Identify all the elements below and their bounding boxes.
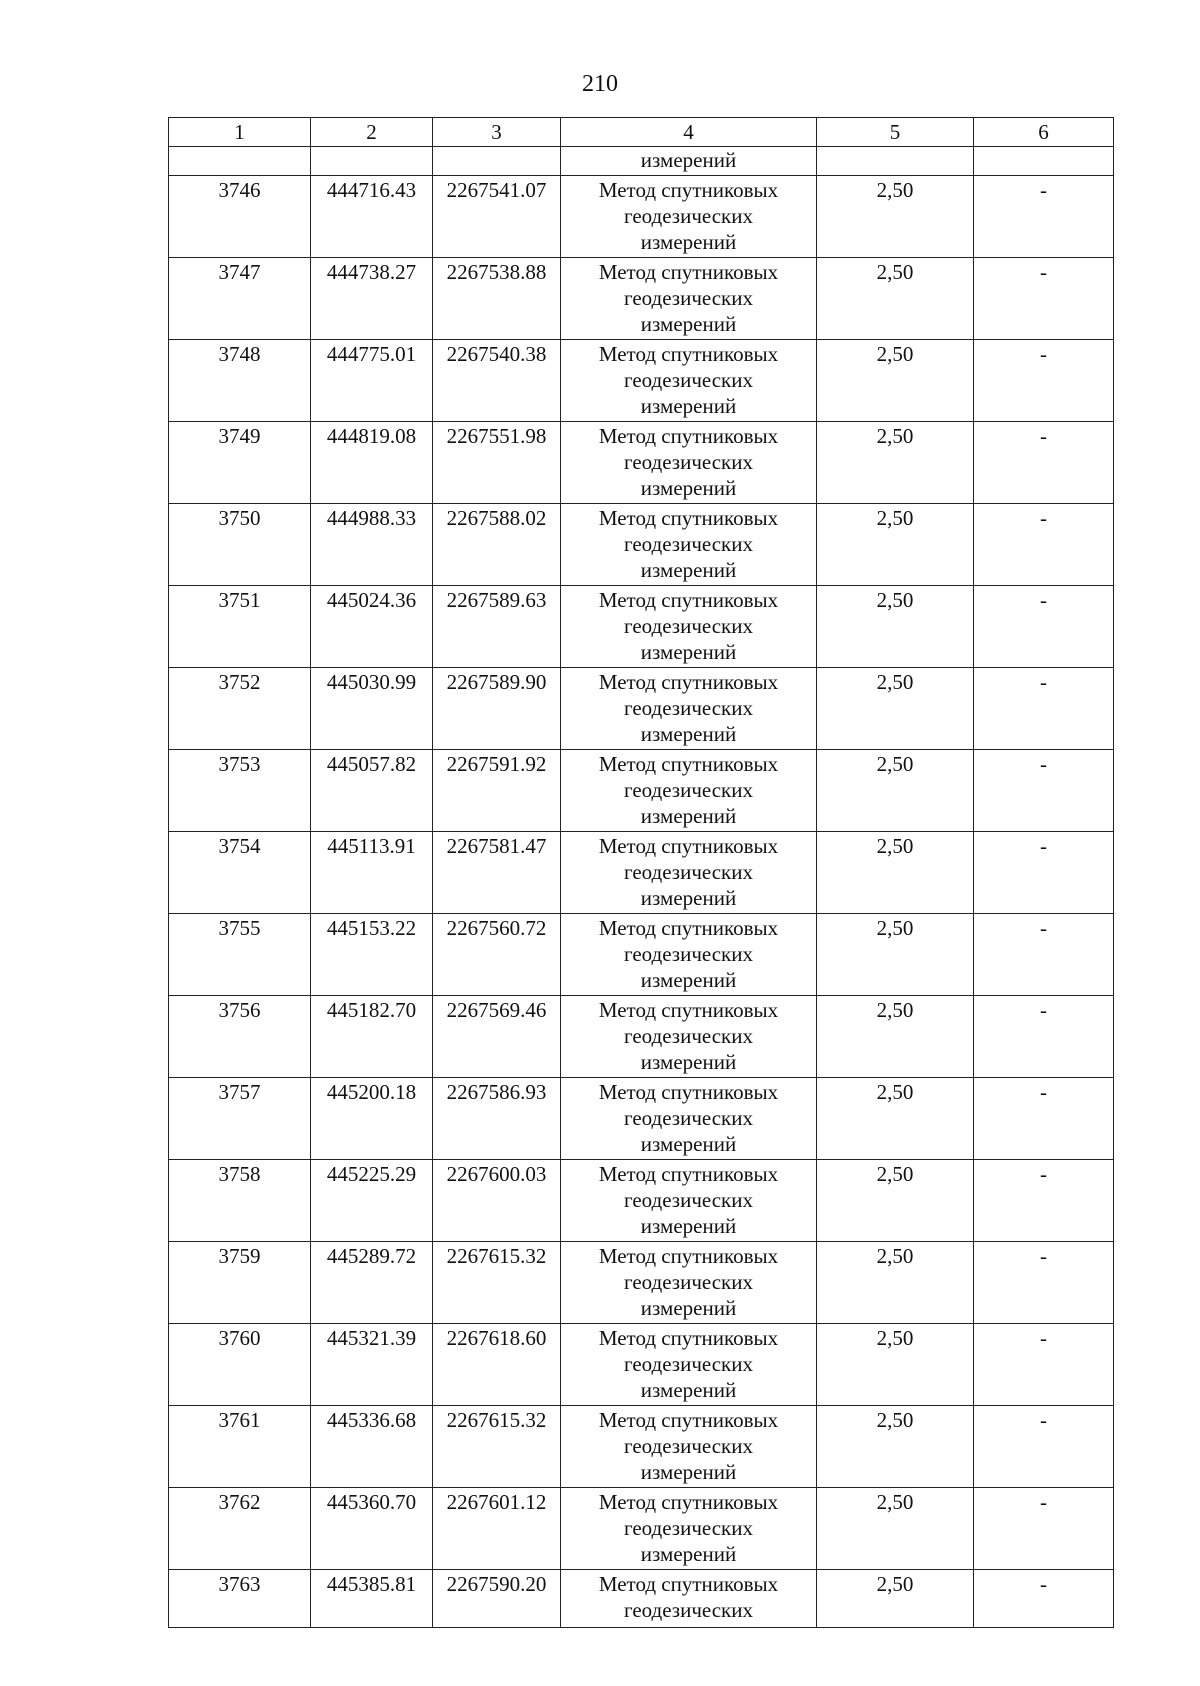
- table-row: [169, 258, 1114, 340]
- method-line: геодезических: [623, 942, 753, 966]
- method-line: измерений: [640, 558, 737, 582]
- cell-method: [561, 1078, 817, 1160]
- cell-y-coordinate: 2267586.93: [433, 1078, 561, 1160]
- method-line: измерений: [640, 1542, 737, 1566]
- cell-method: [561, 176, 817, 258]
- cell-y-coordinate: 2267540.38: [433, 340, 561, 422]
- cell-accuracy: [817, 147, 974, 176]
- cell-x-coordinate: 444738.27: [311, 258, 433, 340]
- cell-note: -: [974, 586, 1114, 668]
- cell-method: [561, 422, 817, 504]
- cell-y-coordinate: 2267560.72: [433, 914, 561, 996]
- cell-x-coordinate: 445057.82: [311, 750, 433, 832]
- cell-y-coordinate: 2267541.07: [433, 176, 561, 258]
- cell-method: [561, 258, 817, 340]
- method-line: Метод спутниковых: [598, 178, 779, 202]
- cell-x-coordinate: 445385.81: [311, 1570, 433, 1628]
- cell-x-coordinate: 445030.99: [311, 668, 433, 750]
- table-row: [169, 422, 1114, 504]
- table-row: [169, 750, 1114, 832]
- table-row: [169, 1488, 1114, 1570]
- method-line: Метод спутниковых: [598, 260, 779, 284]
- method-line: измерений: [640, 804, 737, 828]
- cell-note: -: [974, 1488, 1114, 1570]
- method-line: Метод спутниковых: [598, 670, 779, 694]
- cell-method: [561, 996, 817, 1078]
- cell-method: [561, 832, 817, 914]
- cell-accuracy: 2,50: [817, 504, 974, 586]
- method-line: измерений: [640, 1378, 737, 1402]
- cell-x-coordinate: 445289.72: [311, 1242, 433, 1324]
- method-line: измерений: [640, 1050, 737, 1074]
- cell-x-coordinate: 445182.70: [311, 996, 433, 1078]
- cell-method: [561, 750, 817, 832]
- method-line: измерений: [640, 722, 737, 746]
- method-line: Метод спутниковых: [598, 1408, 779, 1432]
- cell-accuracy: 2,50: [817, 422, 974, 504]
- page-number: 210: [582, 71, 618, 97]
- cell-y-coordinate: 2267589.63: [433, 586, 561, 668]
- cell-y-coordinate: 2267569.46: [433, 996, 561, 1078]
- cell-note: -: [974, 340, 1114, 422]
- method-line: измерений: [640, 476, 737, 500]
- method-line: геодезических: [623, 1598, 753, 1622]
- cell-point-number: 3758: [169, 1160, 311, 1242]
- cell-note: -: [974, 668, 1114, 750]
- cell-y-coordinate: 2267538.88: [433, 258, 561, 340]
- cell-x-coordinate: 444716.43: [311, 176, 433, 258]
- method-line: Метод спутниковых: [598, 916, 779, 940]
- cell-point-number: 3753: [169, 750, 311, 832]
- cell-x-coordinate: 445024.36: [311, 586, 433, 668]
- cell-point-number: 3751: [169, 586, 311, 668]
- cell-method: измерений: [561, 147, 817, 176]
- cell-x-coordinate: 445200.18: [311, 1078, 433, 1160]
- method-line: измерений: [640, 968, 737, 992]
- method-line: геодезических: [623, 368, 753, 392]
- cell-x-coordinate: 445113.91: [311, 832, 433, 914]
- method-line: Метод спутниковых: [598, 1162, 779, 1186]
- cell-y-coordinate: 2267589.90: [433, 668, 561, 750]
- method-line: Метод спутниковых: [598, 998, 779, 1022]
- table-row: [169, 1078, 1114, 1160]
- cell-point-number: 3763: [169, 1570, 311, 1628]
- table-row: [169, 1160, 1114, 1242]
- method-line: Метод спутниковых: [598, 1326, 779, 1350]
- cell-method: [561, 340, 817, 422]
- cell-accuracy: 2,50: [817, 258, 974, 340]
- method-line: геодезических: [623, 450, 753, 474]
- method-line: геодезических: [623, 1106, 753, 1130]
- cell-x-coordinate: 445225.29: [311, 1160, 433, 1242]
- cell-y-coordinate: 2267590.20: [433, 1570, 561, 1628]
- cell-y-coordinate: 2267551.98: [433, 422, 561, 504]
- header-cell-4: 4: [561, 118, 817, 147]
- method-line: геодезических: [623, 860, 753, 884]
- cell-note: -: [974, 258, 1114, 340]
- method-line: геодезических: [623, 1516, 753, 1540]
- method-line: измерений: [640, 1132, 737, 1156]
- method-line: измерений: [640, 1214, 737, 1238]
- table-row: [169, 1324, 1114, 1406]
- table-row: [169, 340, 1114, 422]
- cell-note: -: [974, 1078, 1114, 1160]
- cell-x-coordinate: 444775.01: [311, 340, 433, 422]
- continuation-row: [169, 147, 1114, 176]
- cell-point-number: 3760: [169, 1324, 311, 1406]
- cell-x-coordinate: [311, 147, 433, 176]
- cell-x-coordinate: 445360.70: [311, 1488, 433, 1570]
- cell-x-coordinate: 444988.33: [311, 504, 433, 586]
- cell-method: [561, 914, 817, 996]
- cell-y-coordinate: 2267581.47: [433, 832, 561, 914]
- method-line: геодезических: [623, 286, 753, 310]
- method-line: измерений: [640, 1460, 737, 1484]
- table-row: [169, 996, 1114, 1078]
- table-row: [169, 832, 1114, 914]
- cell-accuracy: 2,50: [817, 914, 974, 996]
- method-line: геодезических: [623, 1270, 753, 1294]
- cell-x-coordinate: 445336.68: [311, 1406, 433, 1488]
- header-cell-6: 6: [974, 118, 1114, 147]
- header-cell-5: 5: [817, 118, 974, 147]
- method-line: Метод спутниковых: [598, 1244, 779, 1268]
- cell-point-number: [169, 147, 311, 176]
- cell-accuracy: 2,50: [817, 586, 974, 668]
- cell-accuracy: 2,50: [817, 996, 974, 1078]
- cell-y-coordinate: 2267615.32: [433, 1242, 561, 1324]
- method-line: измерений: [640, 394, 737, 418]
- cell-note: -: [974, 176, 1114, 258]
- header-row: [169, 118, 1114, 147]
- cell-note: -: [974, 750, 1114, 832]
- cell-method: [561, 586, 817, 668]
- cell-note: -: [974, 1570, 1114, 1628]
- method-line: геодезических: [623, 696, 753, 720]
- cell-y-coordinate: 2267618.60: [433, 1324, 561, 1406]
- cell-x-coordinate: 444819.08: [311, 422, 433, 504]
- cell-note: -: [974, 914, 1114, 996]
- cell-accuracy: 2,50: [817, 668, 974, 750]
- cell-accuracy: 2,50: [817, 1406, 974, 1488]
- method-line: измерений: [640, 312, 737, 336]
- table-row: [169, 1406, 1114, 1488]
- cell-note: -: [974, 1324, 1114, 1406]
- cell-accuracy: 2,50: [817, 1242, 974, 1324]
- header-cell-2: 2: [311, 118, 433, 147]
- cell-y-coordinate: 2267601.12: [433, 1488, 561, 1570]
- cell-point-number: 3749: [169, 422, 311, 504]
- method-line: измерений: [640, 1296, 737, 1320]
- cell-method: [561, 1406, 817, 1488]
- method-line: Метод спутниковых: [598, 424, 779, 448]
- method-line: измерений: [640, 640, 737, 664]
- cell-note: -: [974, 832, 1114, 914]
- method-line: Метод спутниковых: [598, 1572, 779, 1596]
- cell-point-number: 3762: [169, 1488, 311, 1570]
- cell-note: -: [974, 504, 1114, 586]
- cell-accuracy: 2,50: [817, 1078, 974, 1160]
- cell-note: -: [974, 996, 1114, 1078]
- table-row: [169, 1242, 1114, 1324]
- table-row: [169, 504, 1114, 586]
- method-line: измерений: [640, 886, 737, 910]
- cell-note: -: [974, 422, 1114, 504]
- table-row: [169, 586, 1114, 668]
- method-line: Метод спутниковых: [598, 834, 779, 858]
- cell-point-number: 3747: [169, 258, 311, 340]
- cell-accuracy: 2,50: [817, 1160, 974, 1242]
- cell-accuracy: 2,50: [817, 340, 974, 422]
- cell-note: -: [974, 1160, 1114, 1242]
- cell-method: [561, 668, 817, 750]
- table-row: [169, 176, 1114, 258]
- method-line: геодезических: [623, 1352, 753, 1376]
- method-line: геодезических: [623, 1024, 753, 1048]
- table-row: [169, 668, 1114, 750]
- method-line: Метод спутниковых: [598, 1080, 779, 1104]
- cell-y-coordinate: [433, 147, 561, 176]
- cell-accuracy: 2,50: [817, 176, 974, 258]
- cell-y-coordinate: 2267588.02: [433, 504, 561, 586]
- method-line: геодезических: [623, 778, 753, 802]
- cell-x-coordinate: 445321.39: [311, 1324, 433, 1406]
- table-row: [169, 1570, 1114, 1628]
- cell-note: -: [974, 1406, 1114, 1488]
- table-row: [169, 914, 1114, 996]
- cell-accuracy: 2,50: [817, 832, 974, 914]
- cell-point-number: 3757: [169, 1078, 311, 1160]
- cell-accuracy: 2,50: [817, 1488, 974, 1570]
- cell-point-number: 3756: [169, 996, 311, 1078]
- cell-y-coordinate: 2267615.32: [433, 1406, 561, 1488]
- method-line: Метод спутниковых: [598, 1490, 779, 1514]
- cell-point-number: 3759: [169, 1242, 311, 1324]
- header-cell-3: 3: [433, 118, 561, 147]
- cell-point-number: 3761: [169, 1406, 311, 1488]
- cell-method: [561, 504, 817, 586]
- header-cell-1: 1: [169, 118, 311, 147]
- cell-accuracy: 2,50: [817, 1324, 974, 1406]
- cell-method: [561, 1488, 817, 1570]
- cell-point-number: 3754: [169, 832, 311, 914]
- cell-method: [561, 1160, 817, 1242]
- cell-note: -: [974, 1242, 1114, 1324]
- method-line: геодезических: [623, 1188, 753, 1212]
- cell-accuracy: 2,50: [817, 1570, 974, 1628]
- cell-method: [561, 1570, 817, 1628]
- cell-point-number: 3752: [169, 668, 311, 750]
- cell-accuracy: 2,50: [817, 750, 974, 832]
- cell-method: [561, 1242, 817, 1324]
- method-line: Метод спутниковых: [598, 588, 779, 612]
- table-body: [169, 147, 1114, 1628]
- method-line: геодезических: [623, 1434, 753, 1458]
- method-line: Метод спутниковых: [598, 506, 779, 530]
- cell-y-coordinate: 2267591.92: [433, 750, 561, 832]
- cell-point-number: 3750: [169, 504, 311, 586]
- method-line: Метод спутниковых: [598, 752, 779, 776]
- table-header: [169, 118, 1114, 147]
- cell-note: [974, 147, 1114, 176]
- method-line: Метод спутниковых: [598, 342, 779, 366]
- cell-x-coordinate: 445153.22: [311, 914, 433, 996]
- cell-point-number: 3746: [169, 176, 311, 258]
- method-line: измерений: [640, 230, 737, 254]
- cell-point-number: 3748: [169, 340, 311, 422]
- method-line: геодезических: [623, 532, 753, 556]
- cell-point-number: 3755: [169, 914, 311, 996]
- method-line: геодезических: [623, 614, 753, 638]
- cell-y-coordinate: 2267600.03: [433, 1160, 561, 1242]
- cell-method: [561, 1324, 817, 1406]
- method-line: геодезических: [623, 204, 753, 228]
- coordinates-table: [168, 117, 1114, 1628]
